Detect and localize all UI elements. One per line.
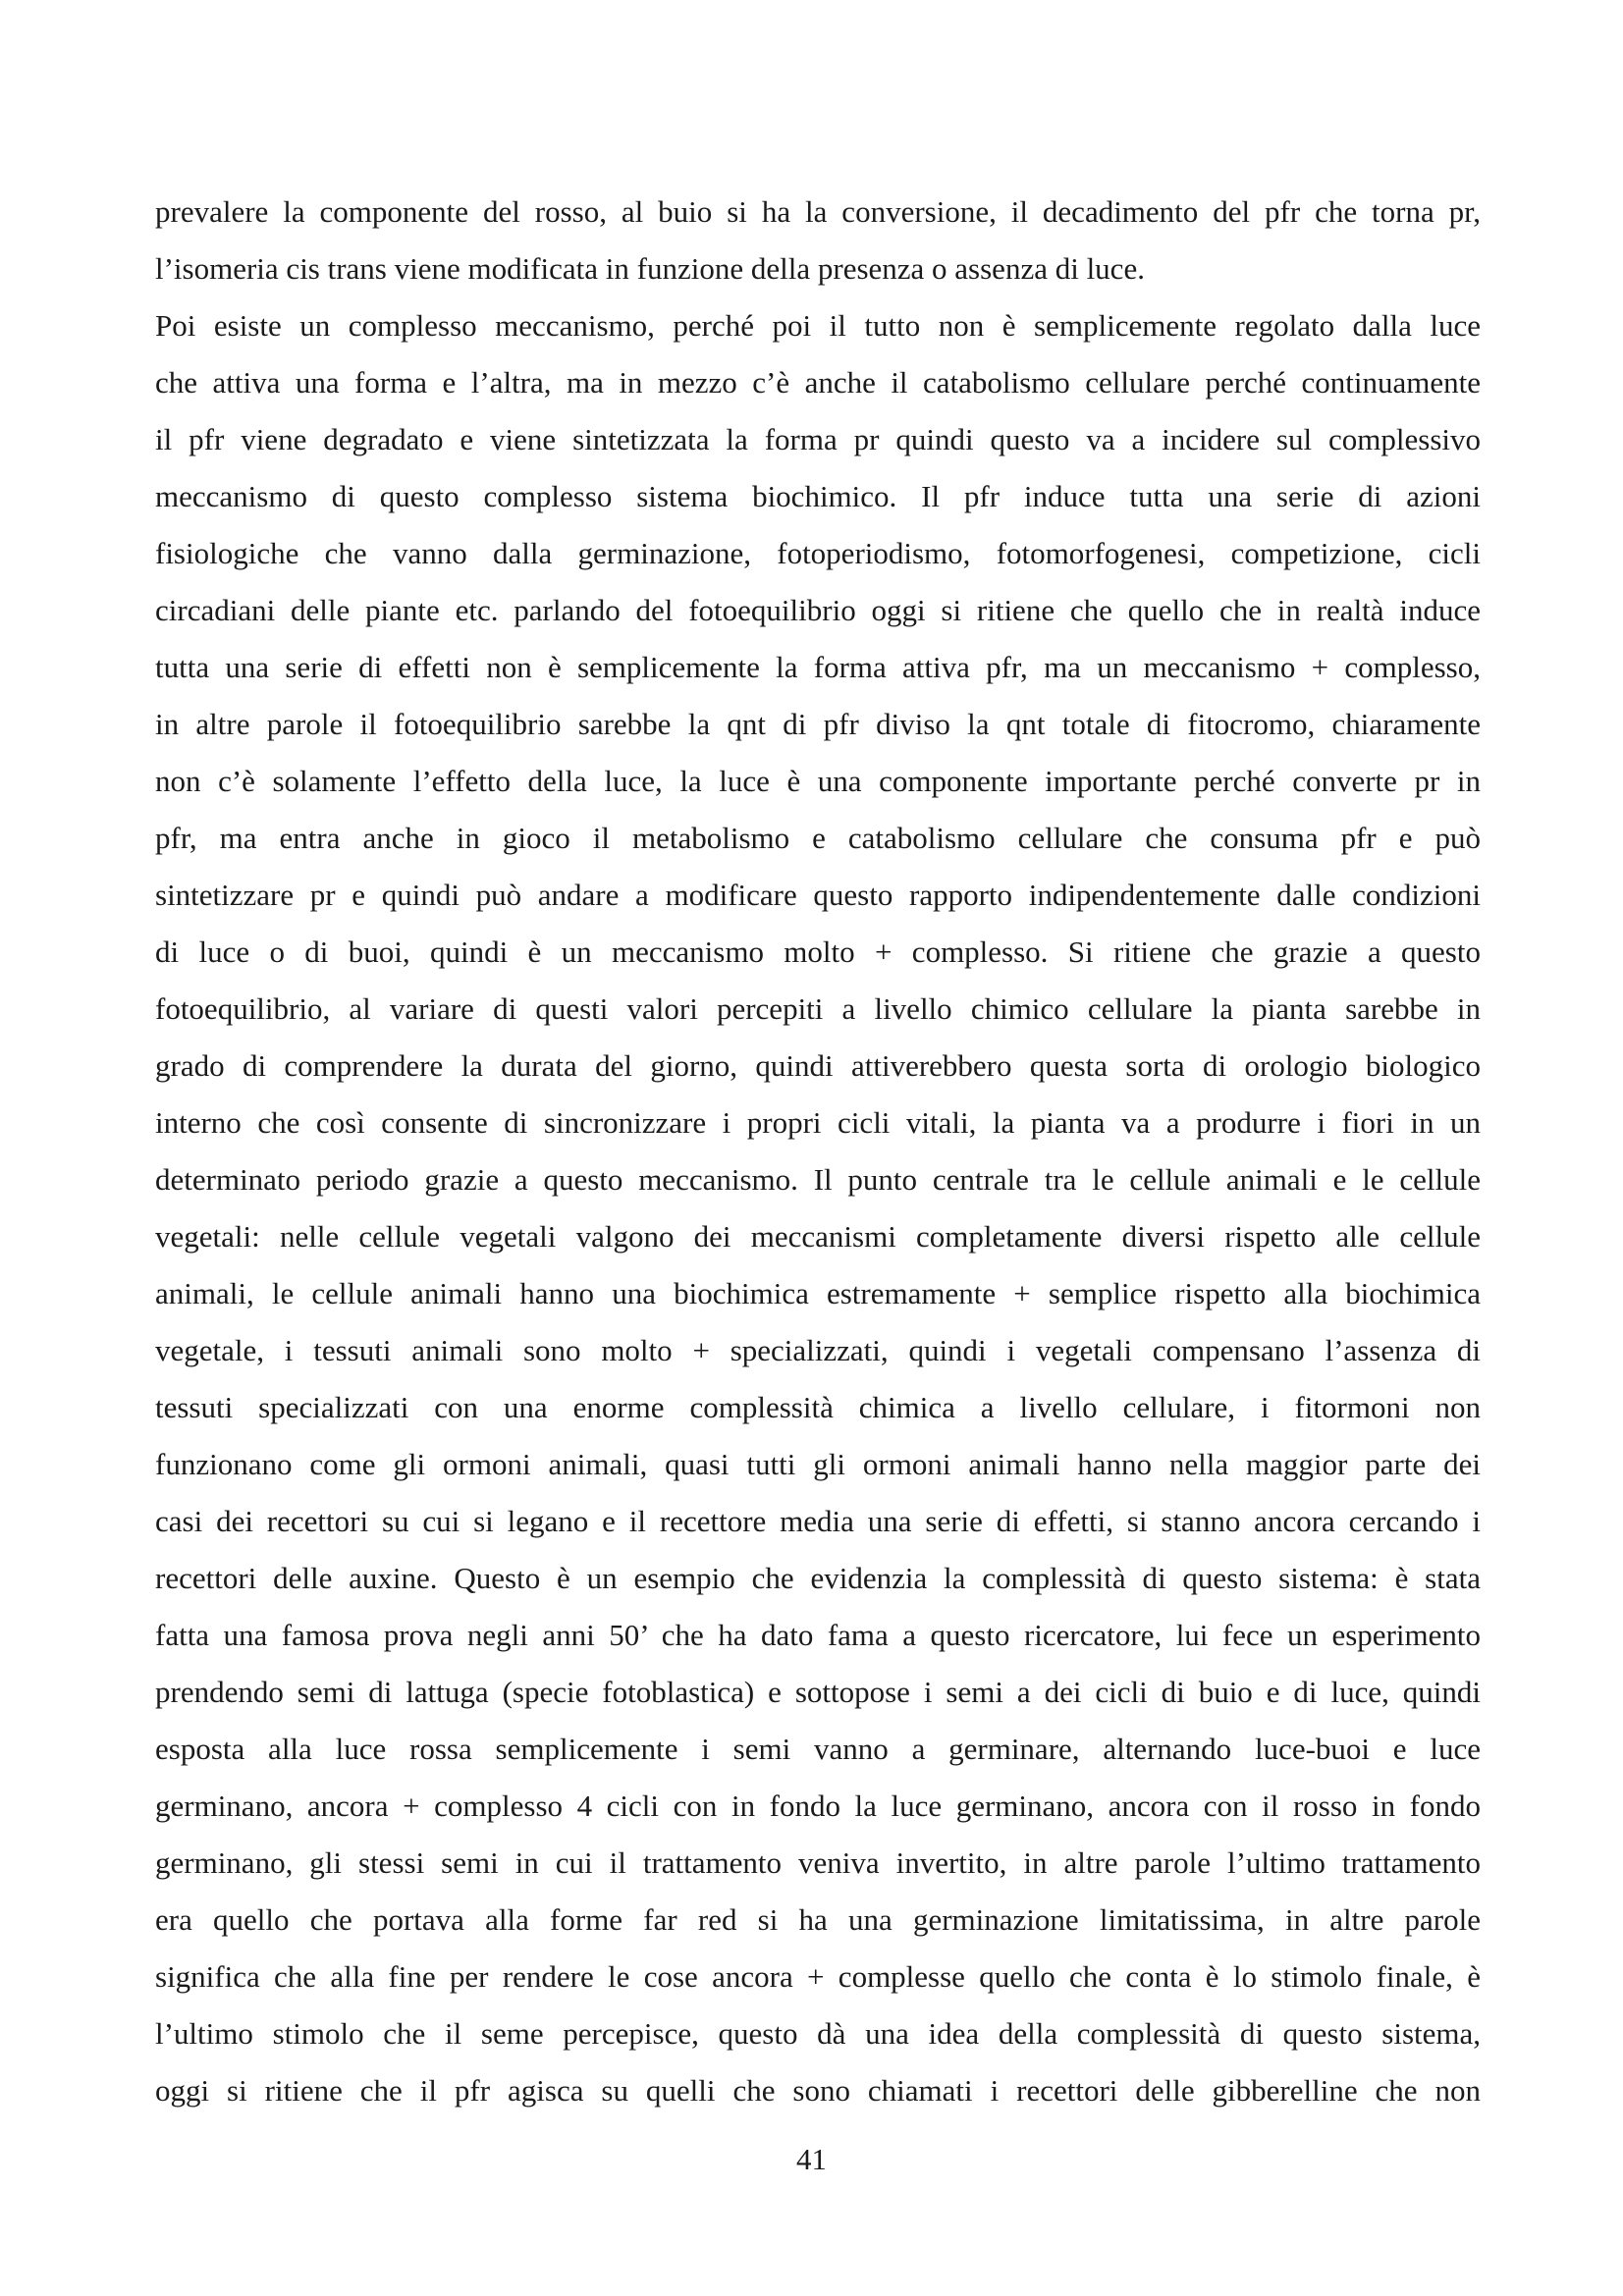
text-line: oggi si ritiene che il pfr agisca su quelli che sono chiamati i recettori delle gibberelline che non xyxy=(155,2073,1481,2108)
page-number: 41 xyxy=(796,2142,827,2176)
text-line: casi dei recettori su cui si legano e il recettore media una serie di effetti, si stanno ancora cercando i xyxy=(155,1504,1481,1538)
text-line: non c’è solamente l’effetto della luce, la luce è una componente importante perché converte pr in xyxy=(155,764,1481,798)
text-line: grado di comprendere la durata del giorno, quindi attiverebbero questa sorta di orologio biologico xyxy=(155,1048,1481,1083)
text-line: in altre parole il fotoequilibrio sarebbe la qnt di pfr diviso la qnt totale di fitocromo, chiaramente xyxy=(155,707,1481,741)
text-line: che attiva una forma e l’altra, ma in mezzo c’è anche il catabolismo cellulare perché continuamente xyxy=(155,365,1481,400)
text-line: esposta alla luce rossa semplicemente i semi vanno a germinare, alternando luce-buoi e luce xyxy=(155,1732,1481,1766)
body-text xyxy=(155,184,1481,2119)
text-line: di luce o di buoi, quindi è un meccanismo molto + complesso. Si ritiene che grazie a questo xyxy=(155,934,1481,969)
text-line: germinano, ancora + complesso 4 cicli con in fondo la luce germinano, ancora con il rosso in fondo xyxy=(155,1789,1481,1823)
text-line: fatta una famosa prova negli anni 50’ che ha dato fama a questo ricercatore, lui fece un esperimento xyxy=(155,1618,1481,1652)
text-line: fotoequilibrio, al variare di questi valori percepiti a livello chimico cellulare la pianta sarebbe in xyxy=(155,991,1481,1026)
text-line: animali, le cellule animali hanno una biochimica estremamente + semplice rispetto alla biochimica xyxy=(155,1276,1481,1310)
text-line: vegetali: nelle cellule vegetali valgono dei meccanismi completamente diversi rispetto alle cellule xyxy=(155,1219,1481,1254)
text-line: il pfr viene degradato e viene sintetizzata la forma pr quindi questo va a incidere sul complessivo xyxy=(155,422,1481,456)
text-line: Poi esiste un complesso meccanismo, perché poi il tutto non è semplicemente regolato dalla luce xyxy=(155,308,1481,343)
text-line: funzionano come gli ormoni animali, quasi tutti gli ormoni animali hanno nella maggior parte dei xyxy=(155,1447,1481,1481)
text-line: prendendo semi di lattuga (specie fotoblastica) e sottopose i semi a dei cicli di buio e di luce, quindi xyxy=(155,1675,1481,1709)
text-line: meccanismo di questo complesso sistema biochimico. Il pfr induce tutta una serie di azioni xyxy=(155,479,1481,513)
text-line: l’isomeria cis trans viene modificata in funzione della presenza o assenza di luce. xyxy=(155,251,1145,286)
text-line: significa che alla fine per rendere le cose ancora + complesse quello che conta è lo stimolo finale, è xyxy=(155,1959,1481,1994)
text-line: interno che così consente di sincronizzare i propri cicli vitali, la pianta va a produrre i fiori in un xyxy=(155,1105,1481,1140)
text-line: tutta una serie di effetti non è semplicemente la forma attiva pfr, ma un meccanismo + complesso, xyxy=(155,650,1481,684)
text-line: germinano, gli stessi semi in cui il trattamento veniva invertito, in altre parole l’ultimo trattamento xyxy=(155,1845,1481,1880)
text-line: prevalere la componente del rosso, al buio si ha la conversione, il decadimento del pfr che torna pr, xyxy=(155,194,1481,229)
text-line: determinato periodo grazie a questo meccanismo. Il punto centrale tra le cellule animali e le cellule xyxy=(155,1162,1481,1197)
text-line: recettori delle auxine. Questo è un esempio che evidenzia la complessità di questo sistema: è stata xyxy=(155,1561,1481,1595)
text-line: circadiani delle piante etc. parlando del fotoequilibrio oggi si ritiene che quello che in realtà induce xyxy=(155,593,1481,627)
text-line: vegetale, i tessuti animali sono molto + specializzati, quindi i vegetali compensano l’assenza di xyxy=(155,1333,1481,1367)
text-line: pfr, ma entra anche in gioco il metabolismo e catabolismo cellulare che consuma pfr e può xyxy=(155,821,1481,855)
text-line: tessuti specializzati con una enorme complessità chimica a livello cellulare, i fitormoni non xyxy=(155,1390,1481,1424)
text-line: l’ultimo stimolo che il seme percepisce, questo dà una idea della complessità di questo sistema, xyxy=(155,2016,1481,2051)
text-line: sintetizzare pr e quindi può andare a modificare questo rapporto indipendentemente dalle condizioni xyxy=(155,878,1481,912)
text-line: era quello che portava alla forme far red si ha una germinazione limitatissima, in altre parole xyxy=(155,1902,1481,1937)
text-line: fisiologiche che vanno dalla germinazione, fotoperiodismo, fotomorfogenesi, competizione, cicli xyxy=(155,536,1481,570)
